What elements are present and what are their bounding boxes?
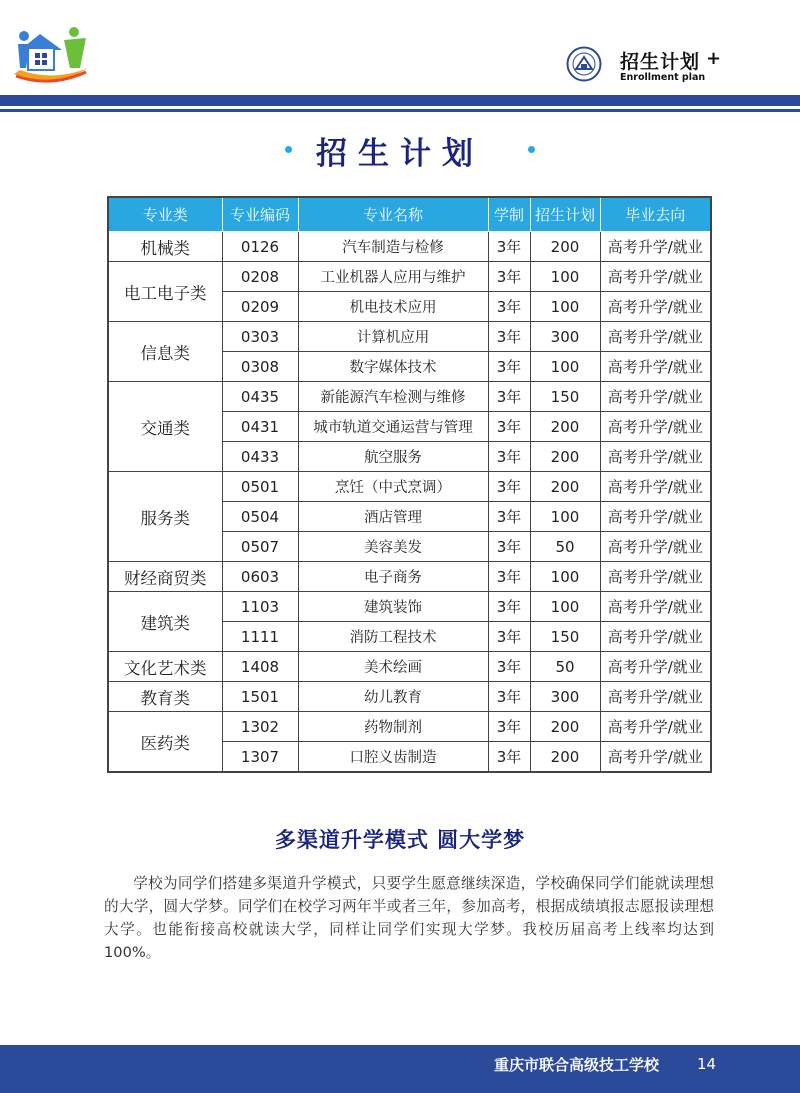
header-plus-mark: + <box>706 48 722 69</box>
major-name-cell: 计算机应用 <box>298 322 488 352</box>
code-cell: 0501 <box>222 472 298 502</box>
destination-cell: 高考升学/就业 <box>600 532 711 562</box>
destination-cell: 高考升学/就业 <box>600 592 711 622</box>
header-subtitle: Enrollment plan <box>620 72 706 83</box>
table-header-row <box>108 197 711 232</box>
code-cell: 1103 <box>222 592 298 622</box>
table-row <box>108 382 711 412</box>
major-name-cell: 消防工程技术 <box>298 622 488 652</box>
quota-cell: 150 <box>530 382 600 412</box>
major-name-cell: 药物制剂 <box>298 712 488 742</box>
duration-cell: 3年 <box>488 712 530 742</box>
duration-cell: 3年 <box>488 322 530 352</box>
quota-cell: 100 <box>530 562 600 592</box>
major-name-cell: 城市轨道交通运营与管理 <box>298 412 488 442</box>
category-cell: 信息类 <box>108 322 222 382</box>
duration-cell: 3年 <box>488 232 530 262</box>
code-cell: 0209 <box>222 292 298 322</box>
quota-cell: 300 <box>530 682 600 712</box>
quota-cell: 200 <box>530 232 600 262</box>
code-cell: 1111 <box>222 622 298 652</box>
quota-cell: 300 <box>530 322 600 352</box>
destination-cell: 高考升学/就业 <box>600 232 711 262</box>
title-dot-right <box>528 146 535 153</box>
code-cell: 0603 <box>222 562 298 592</box>
table-row <box>108 262 711 292</box>
duration-cell: 3年 <box>488 532 530 562</box>
table-row <box>108 652 711 682</box>
duration-cell: 3年 <box>488 742 530 773</box>
column-header: 学制 <box>488 197 530 232</box>
major-name-cell: 电子商务 <box>298 562 488 592</box>
quota-cell: 200 <box>530 412 600 442</box>
category-cell: 交通类 <box>108 382 222 472</box>
major-name-cell: 口腔义齿制造 <box>298 742 488 773</box>
column-header: 专业编码 <box>222 197 298 232</box>
table-row <box>108 562 711 592</box>
category-cell: 建筑类 <box>108 592 222 652</box>
column-header: 专业名称 <box>298 197 488 232</box>
major-name-cell: 建筑装饰 <box>298 592 488 622</box>
major-name-cell: 美术绘画 <box>298 652 488 682</box>
major-name-cell: 烹饪（中式烹调） <box>298 472 488 502</box>
table-row <box>108 232 711 262</box>
duration-cell: 3年 <box>488 682 530 712</box>
category-cell: 服务类 <box>108 472 222 562</box>
quota-cell: 200 <box>530 712 600 742</box>
major-name-cell: 数字媒体技术 <box>298 352 488 382</box>
table-row <box>108 682 711 712</box>
footer-band <box>0 1045 800 1093</box>
code-cell: 0308 <box>222 352 298 382</box>
quota-cell: 200 <box>530 472 600 502</box>
destination-cell: 高考升学/就业 <box>600 352 711 382</box>
table-body <box>108 232 711 773</box>
category-cell: 机械类 <box>108 232 222 262</box>
table-row <box>108 592 711 622</box>
code-cell: 0208 <box>222 262 298 292</box>
school-seal-icon <box>566 46 602 82</box>
page-title: 招生计划 <box>316 136 484 172</box>
quota-cell: 100 <box>530 352 600 382</box>
category-cell: 文化艺术类 <box>108 652 222 682</box>
duration-cell: 3年 <box>488 382 530 412</box>
destination-cell: 高考升学/就业 <box>600 412 711 442</box>
category-cell: 教育类 <box>108 682 222 712</box>
code-cell: 0507 <box>222 532 298 562</box>
code-cell: 1307 <box>222 742 298 773</box>
duration-cell: 3年 <box>488 562 530 592</box>
destination-cell: 高考升学/就业 <box>600 442 711 472</box>
code-cell: 0504 <box>222 502 298 532</box>
quota-cell: 100 <box>530 262 600 292</box>
code-cell: 1408 <box>222 652 298 682</box>
category-cell: 电工电子类 <box>108 262 222 322</box>
duration-cell: 3年 <box>488 592 530 622</box>
destination-cell: 高考升学/就业 <box>600 682 711 712</box>
code-cell: 0433 <box>222 442 298 472</box>
major-name-cell: 美容美发 <box>298 532 488 562</box>
code-cell: 0435 <box>222 382 298 412</box>
code-cell: 1501 <box>222 682 298 712</box>
quota-cell: 200 <box>530 742 600 773</box>
duration-cell: 3年 <box>488 442 530 472</box>
major-name-cell: 酒店管理 <box>298 502 488 532</box>
table-row <box>108 472 711 502</box>
code-cell: 0126 <box>222 232 298 262</box>
duration-cell: 3年 <box>488 292 530 322</box>
major-name-cell: 汽车制造与检修 <box>298 232 488 262</box>
quota-cell: 200 <box>530 442 600 472</box>
quota-cell: 100 <box>530 292 600 322</box>
quota-cell: 100 <box>530 502 600 532</box>
destination-cell: 高考升学/就业 <box>600 622 711 652</box>
major-name-cell: 工业机器人应用与维护 <box>298 262 488 292</box>
category-cell: 医药类 <box>108 712 222 773</box>
duration-cell: 3年 <box>488 652 530 682</box>
enrollment-table <box>107 196 712 773</box>
code-cell: 1302 <box>222 712 298 742</box>
destination-cell: 高考升学/就业 <box>600 742 711 773</box>
destination-cell: 高考升学/就业 <box>600 472 711 502</box>
destination-cell: 高考升学/就业 <box>600 322 711 352</box>
footer-school-name: 重庆市联合高级技工学校 <box>494 1056 660 1074</box>
column-header: 专业类 <box>108 197 222 232</box>
destination-cell: 高考升学/就业 <box>600 382 711 412</box>
header-title: 招生计划 <box>620 51 701 73</box>
section-paragraph: 学校为同学们搭建多渠道升学模式，只要学生愿意继续深造，学校确保同学们能就读理想的大学，圆大学梦。同学们在校学习两年半或者三年，参加高考，根据成绩填报志愿报读理想大学。也能衔接高校就读大学，同样让同学们实现大学梦。我校历届高考上线率均达到100%。 <box>104 875 714 961</box>
major-name-cell: 航空服务 <box>298 442 488 472</box>
duration-cell: 3年 <box>488 412 530 442</box>
major-name-cell: 机电技术应用 <box>298 292 488 322</box>
duration-cell: 3年 <box>488 472 530 502</box>
column-header: 毕业去向 <box>600 197 711 232</box>
duration-cell: 3年 <box>488 622 530 652</box>
destination-cell: 高考升学/就业 <box>600 292 711 322</box>
quota-cell: 50 <box>530 532 600 562</box>
code-cell: 0303 <box>222 322 298 352</box>
column-header: 招生计划 <box>530 197 600 232</box>
header-rule <box>0 109 800 112</box>
destination-cell: 高考升学/就业 <box>600 502 711 532</box>
destination-cell: 高考升学/就业 <box>600 262 711 292</box>
destination-cell: 高考升学/就业 <box>600 712 711 742</box>
code-cell: 0431 <box>222 412 298 442</box>
duration-cell: 3年 <box>488 502 530 532</box>
section-heading: 多渠道升学模式 圆大学梦 <box>274 828 526 852</box>
destination-cell: 高考升学/就业 <box>600 652 711 682</box>
major-name-cell: 幼儿教育 <box>298 682 488 712</box>
table-row <box>108 322 711 352</box>
duration-cell: 3年 <box>488 352 530 382</box>
quota-cell: 50 <box>530 652 600 682</box>
duration-cell: 3年 <box>488 262 530 292</box>
table-row <box>108 712 711 742</box>
category-cell: 财经商贸类 <box>108 562 222 592</box>
school-logo <box>10 22 92 84</box>
quota-cell: 100 <box>530 592 600 622</box>
quota-cell: 150 <box>530 622 600 652</box>
header-band <box>0 95 800 106</box>
destination-cell: 高考升学/就业 <box>600 562 711 592</box>
page-number: 14 <box>697 1055 717 1073</box>
major-name-cell: 新能源汽车检测与维修 <box>298 382 488 412</box>
